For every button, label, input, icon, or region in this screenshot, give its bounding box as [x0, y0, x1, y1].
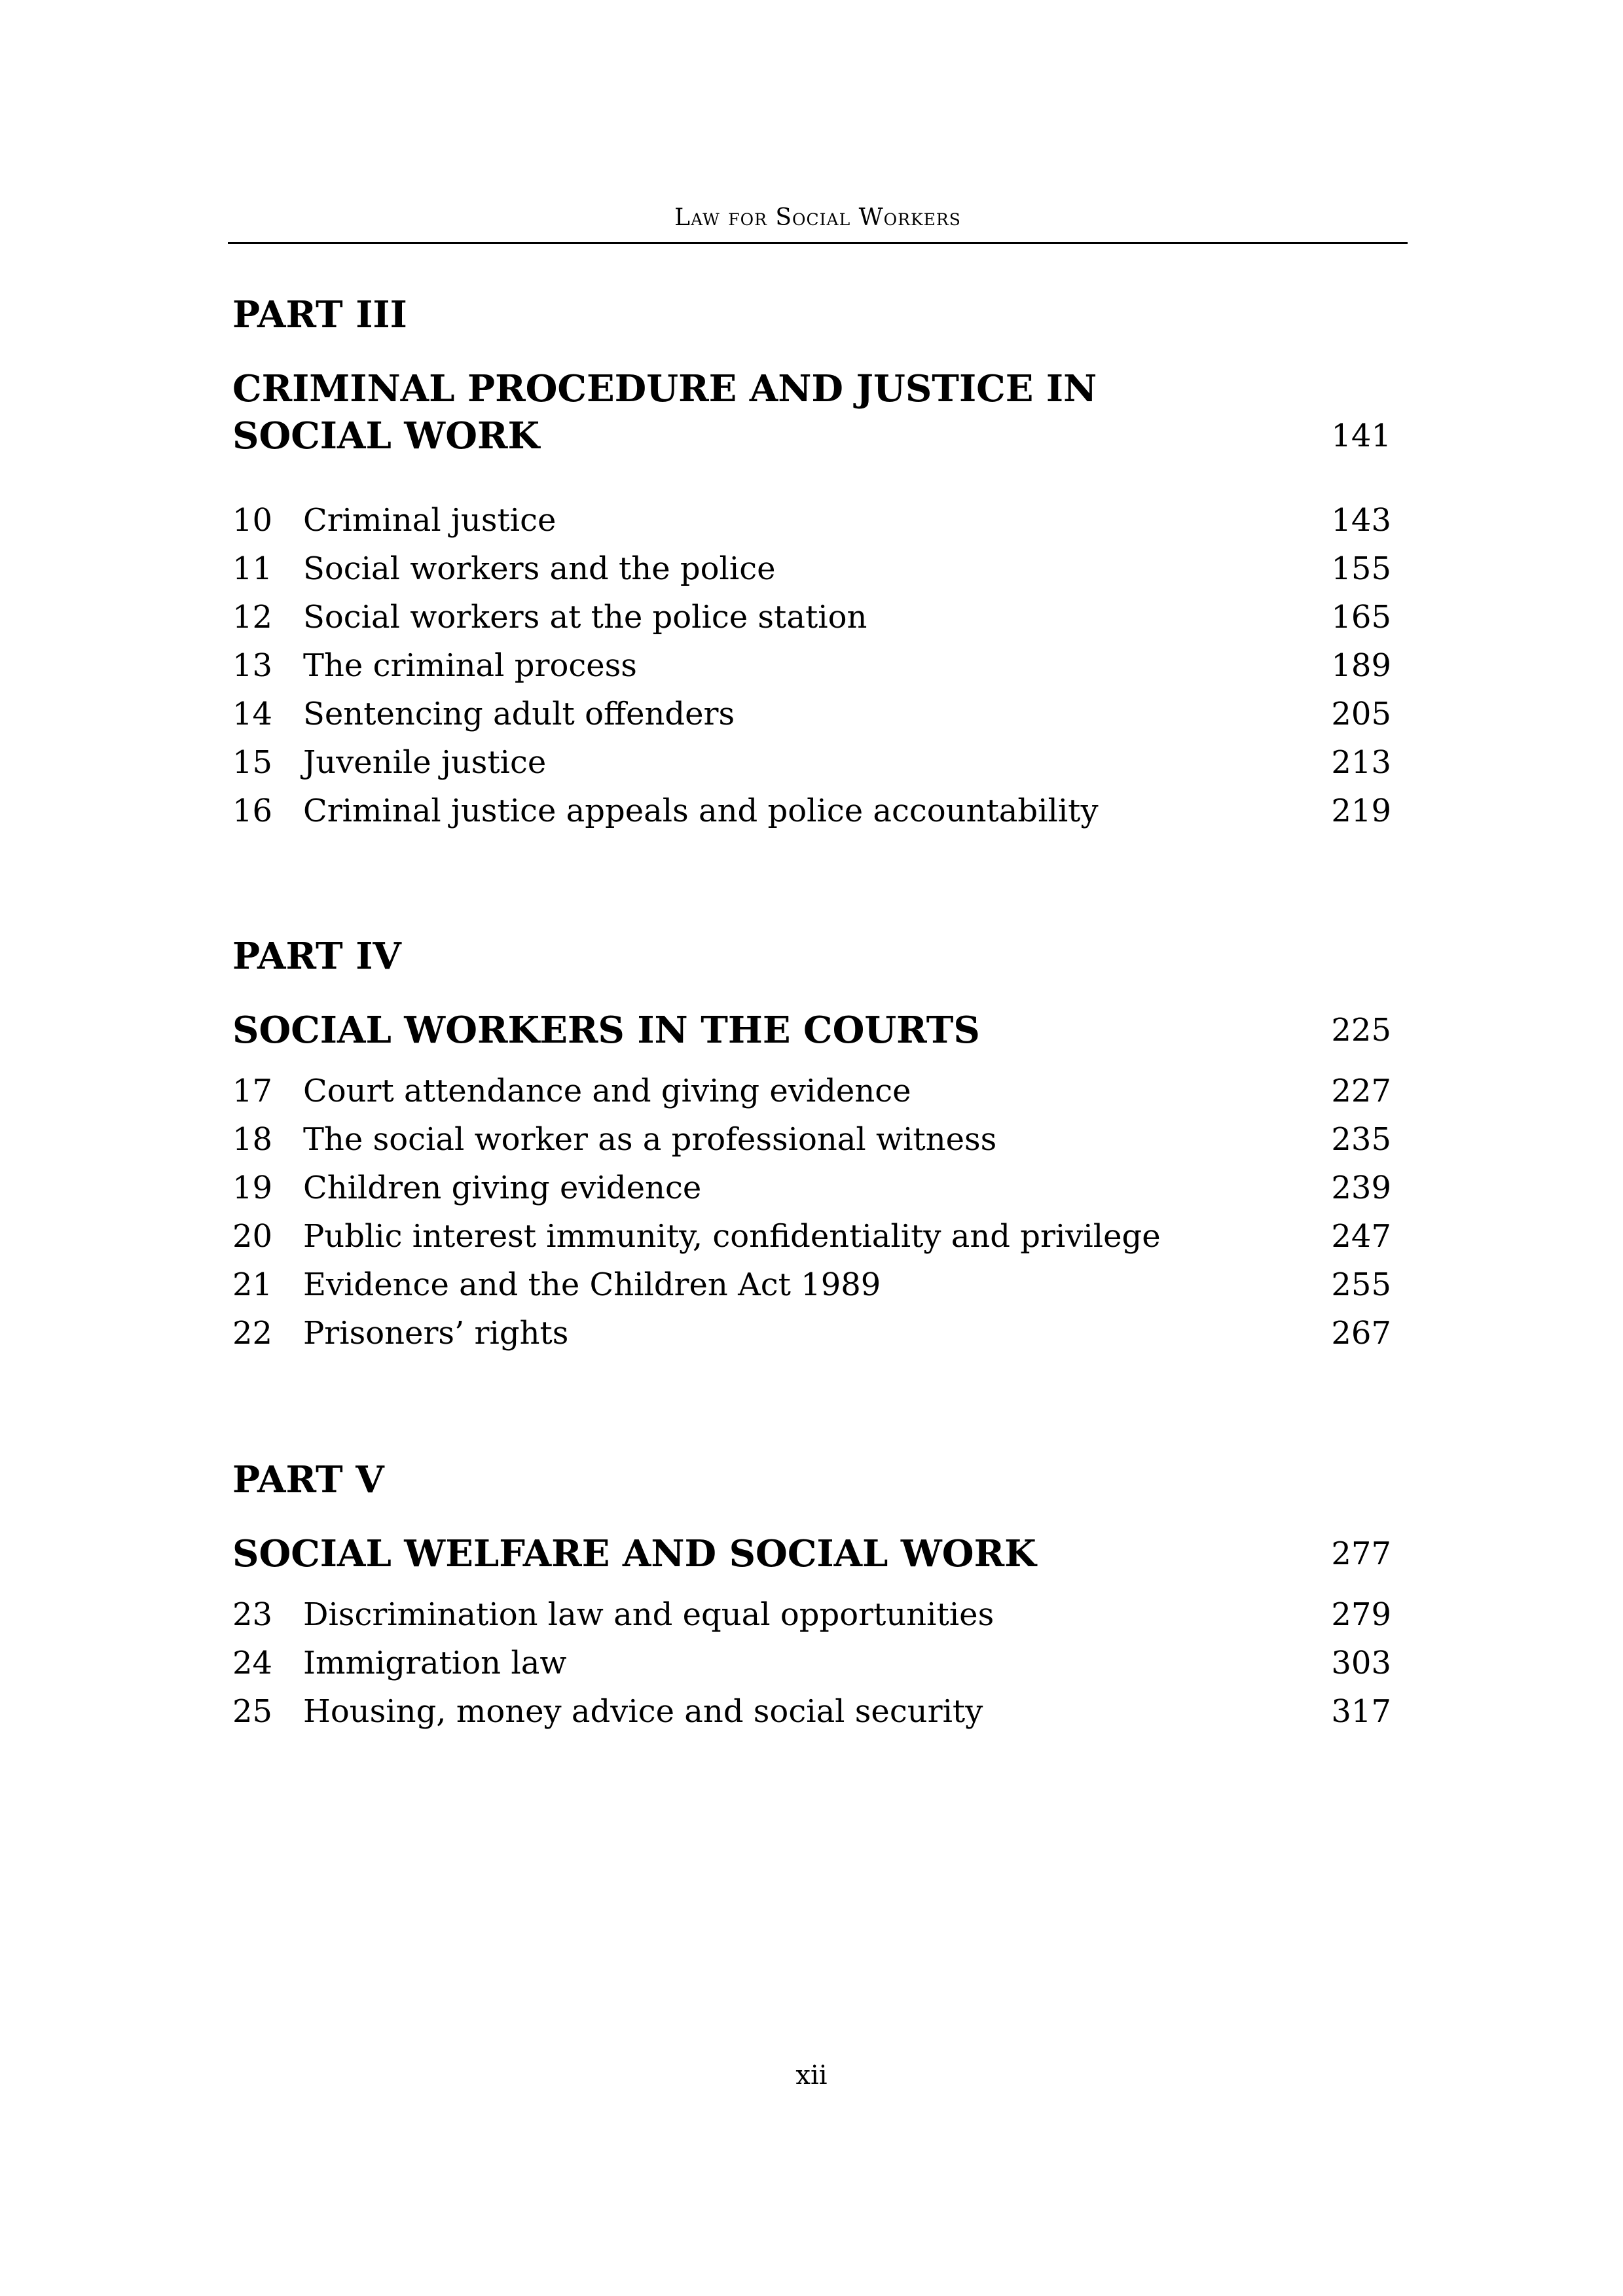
chapter-title: Social workers at the police station [303, 599, 867, 636]
chapter-number: 10 [232, 502, 273, 539]
chapter-page-number: 219 [1331, 793, 1391, 829]
chapter-title: Court attendance and giving evidence [303, 1073, 911, 1109]
toc-entry [232, 545, 1391, 593]
chapter-page-number: 227 [1331, 1073, 1391, 1109]
chapter-title: Prisoners’ rights [303, 1315, 569, 1352]
chapter-title: Discrimination law and equal opportunities [303, 1596, 994, 1633]
toc-entry [232, 1115, 1391, 1164]
chapter-page-number: 155 [1331, 550, 1391, 587]
chapter-number: 13 [232, 647, 273, 684]
chapter-page-number: 247 [1331, 1218, 1391, 1255]
toc-entry [232, 1309, 1391, 1357]
page-number: xii [795, 2060, 828, 2090]
chapter-number: 23 [232, 1596, 273, 1633]
part-title [232, 1530, 1391, 1577]
chapter-number: 14 [232, 696, 273, 732]
part-page-number: 225 [1331, 1012, 1391, 1049]
chapter-title: Immigration law [303, 1645, 567, 1681]
part-title [232, 365, 1391, 459]
chapter-page-number: 317 [1331, 1693, 1391, 1730]
part-title-text: CRIMINAL PROCEDURE AND JUSTICE IN SOCIAL WORK [232, 367, 1097, 457]
chapter-page-number: 239 [1331, 1170, 1391, 1206]
toc-entry [232, 1687, 1391, 1736]
chapter-number: 15 [232, 744, 273, 781]
toc-entry [232, 1261, 1391, 1309]
toc-entry [232, 690, 1391, 738]
chapter-page-number: 235 [1331, 1121, 1391, 1158]
toc-entry [232, 1212, 1391, 1261]
part-label: PART IV [232, 935, 401, 978]
part-label: PART III [232, 293, 407, 336]
toc-entry [232, 641, 1391, 690]
header-rule [228, 242, 1408, 244]
chapter-page-number: 189 [1331, 647, 1391, 684]
chapter-page-number: 213 [1331, 744, 1391, 781]
part-label: PART V [232, 1458, 384, 1501]
chapter-title: Sentencing adult offenders [303, 696, 735, 732]
chapter-number: 17 [232, 1073, 273, 1109]
chapter-title: The social worker as a professional witness [303, 1121, 997, 1158]
toc-entry [232, 1590, 1391, 1639]
chapter-number: 18 [232, 1121, 273, 1158]
chapter-title: Criminal justice [303, 502, 556, 539]
part-page-number: 141 [1331, 418, 1391, 454]
chapter-title: Criminal justice appeals and police accountability [303, 793, 1099, 829]
running-head: Law for Social Workers [674, 204, 961, 231]
chapter-page-number: 279 [1331, 1596, 1391, 1633]
chapter-page-number: 303 [1331, 1645, 1391, 1681]
chapter-number: 22 [232, 1315, 273, 1352]
chapter-page-number: 267 [1331, 1315, 1391, 1352]
chapter-title: The criminal process [303, 647, 637, 684]
toc-entry [232, 1639, 1391, 1687]
chapter-number: 19 [232, 1170, 273, 1206]
chapter-page-number: 205 [1331, 696, 1391, 732]
toc-entry [232, 593, 1391, 641]
chapter-number: 24 [232, 1645, 273, 1681]
chapter-number: 21 [232, 1266, 273, 1303]
chapter-page-number: 165 [1331, 599, 1391, 636]
chapter-title: Evidence and the Children Act 1989 [303, 1266, 881, 1303]
chapter-title: Children giving evidence [303, 1170, 702, 1206]
toc-entry [232, 1164, 1391, 1212]
toc-entry [232, 496, 1391, 545]
part-title-text: SOCIAL WELFARE AND SOCIAL WORK [232, 1532, 1036, 1575]
chapter-number: 25 [232, 1693, 273, 1730]
part-page-number: 277 [1331, 1535, 1391, 1572]
toc-entry [232, 1067, 1391, 1115]
toc-entry [232, 787, 1391, 835]
chapter-number: 16 [232, 793, 273, 829]
part-title-text: SOCIAL WORKERS IN THE COURTS [232, 1009, 980, 1052]
chapter-page-number: 143 [1331, 502, 1391, 539]
chapter-number: 20 [232, 1218, 273, 1255]
toc-entry [232, 738, 1391, 787]
part-title [232, 1007, 1391, 1054]
chapter-number: 11 [232, 550, 273, 587]
chapter-title: Social workers and the police [303, 550, 776, 587]
chapter-page-number: 255 [1331, 1266, 1391, 1303]
chapter-title: Public interest immunity, confidentiality and privilege [303, 1218, 1161, 1255]
chapter-title: Juvenile justice [303, 744, 547, 781]
chapter-number: 12 [232, 599, 273, 636]
chapter-title: Housing, money advice and social security [303, 1693, 983, 1730]
